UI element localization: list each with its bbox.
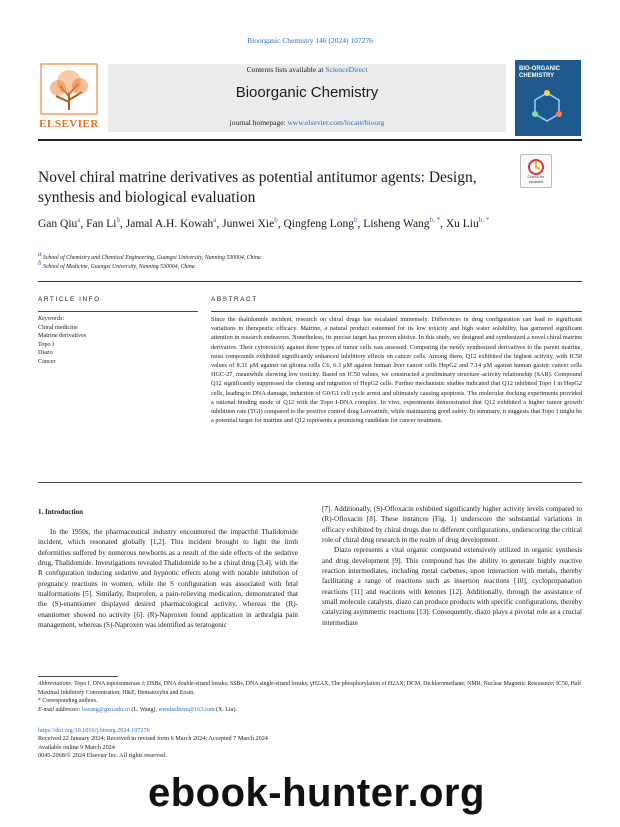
- section-rule: [38, 281, 582, 282]
- journal-masthead: [108, 64, 506, 132]
- contents-prefix: Contents lists available at: [246, 65, 326, 74]
- article-info-heading: ARTICLE INFO: [38, 296, 101, 303]
- doi-link[interactable]: https://doi.org/10.1016/j.bioorg.2024.107276: [38, 727, 150, 734]
- keyword: Chiral medicine: [38, 323, 78, 331]
- footnotes: [38, 680, 582, 714]
- publisher-logo-text: ELSEVIER: [39, 118, 99, 130]
- publication-info: [38, 727, 438, 761]
- keywords-label: Keywords:: [38, 315, 65, 322]
- keyword: Topo I: [38, 340, 55, 348]
- keywords-block: [38, 315, 198, 367]
- article-info-rule: [38, 311, 198, 312]
- body-paragraph: Diazo represents a vital organic compound extensively utilized in organic synthesis and drug development [9]. This compound has the ability to generate highly reactive reaction intermediates, including metal carbenes, upon interaction with metals, thereby facilitating a range of reactions such as insertion reactions [10], cyclopropanation reactions [11] and reactions with ketones [12]. Additionally, through the assistance of small molecule catalysts, diazo can produce products with specific configurations, thereby catalyzing asymmetric reactions [13]. Consequently, diazo plays a pivotal role as a crucial intermediate: [322, 546, 582, 627]
- molecule-icon: [515, 60, 581, 136]
- homepage-link[interactable]: www.elsevier.com/locate/bioorg: [287, 118, 385, 127]
- keyword: Diazo: [38, 349, 53, 357]
- sciencedirect-link[interactable]: ScienceDirect: [325, 65, 368, 74]
- keyword: Matrine derivatives: [38, 332, 87, 340]
- journal-cover[interactable]: [515, 60, 581, 136]
- email-link[interactable]: lswang@gxu.edu.cn: [81, 706, 130, 713]
- email-footnote: E-mail addresses: lswang@gxu.edu.cn (L. Wang), wendaoliuxu@163.com (X. Liu).: [38, 706, 237, 713]
- check-for-updates-badge[interactable]: [520, 154, 552, 188]
- cover-title: BIO-ORGANIC CHEMISTRY: [519, 66, 560, 79]
- author[interactable]: Gan Qiu$^a$: [38, 216, 81, 230]
- abstract-rule: [211, 311, 582, 312]
- author-list: Gan Qiu$^a$, Fan Li$^b$, Jamal A.H. Kowah$^a$, Junwei Xie$^b$, Qingfeng Long$^b$, Lisheng Wang$^{b, *}$, Xu Liu$^{b, *}$: [38, 216, 490, 230]
- abstract-bottom-rule: [38, 482, 582, 483]
- watermark: ebook-hunter.org: [148, 771, 485, 815]
- author[interactable]: Fan Li$^b$: [86, 216, 121, 230]
- homepage-prefix: journal homepage:: [229, 118, 288, 127]
- running-head[interactable]: Bioorganic Chemistry 146 (2024) 107276: [247, 36, 373, 45]
- author[interactable]: Xu Liu$^{b, *}$: [445, 216, 490, 230]
- received-dates: Received 22 January 2024; Received in revised form 6 March 2024; Accepted 7 March 2024: [38, 735, 268, 743]
- corresponding-footnote: * Corresponding authors.: [38, 698, 98, 705]
- article-title: Novel chiral matrine derivatives as potential antitumor agents: Design, synthesis and biological evaluation: [38, 169, 477, 206]
- author[interactable]: Qingfeng Long$^b$: [283, 216, 358, 230]
- introduction-heading: 1. Introduction: [38, 508, 83, 516]
- body-paragraph: [7]. Additionally, (S)-Ofloxacin exhibited significantly higher activity levels compared to (R)-Ofloxacin [8]. These instances (Fig. 1) underscore the substantial variations in efficacy exhibited by chiral drugs due to different configurations, underscoring the critical role of chiral drug research in the realm of drug development.: [322, 505, 582, 545]
- author[interactable]: Jamal A.H. Kowah$^a$: [125, 216, 217, 230]
- elsevier-logo: [38, 62, 100, 132]
- body-right-column: [322, 504, 582, 628]
- update-label: Check for updates: [527, 174, 545, 184]
- email-link[interactable]: wendaoliuxu@163.com: [158, 706, 215, 713]
- body-left-column: In the 1950s, the pharmaceutical industry encountered the impactful Thalidomide incident, which resonated globally [1,2]. This incident brought to light the limb deformities suffered by numerous newborns as a result of the side effects of the sedative drug, Thalidomide. Investigations revealed Thalidomide to be a chiral drug [3,4], with the R configuration inducing sedative and hypnotic effects along with notable inhibition of pregnancy reactions in women, while the S configuration was associated with fetal malformations [5]. Similarly, Ibuprofen, a pain-relieving medication, demonstrated that the (S)-enantiomer displayed desired pharmacological activity, whereas the (R)-enantiomer showed no activity [6]. (R)-Naproxen found application in arthralgia pain management, whereas (S)-Naproxen was identified as teratogenic: [38, 528, 298, 630]
- journal-name: Bioorganic Chemistry: [235, 84, 379, 101]
- online-date: Available online 9 March 2024: [38, 743, 115, 751]
- affiliations: [38, 250, 488, 271]
- abstract-heading: ABSTRACT: [211, 296, 258, 303]
- abstract-text: Since the thalidomide incident, research on chiral drugs has escalated immensely. Differences in drug configuration can lead to significant variations in therapeutic efficacy. Matrine, a natural product esteemed for its low toxicity and high water solubility, has garnered significant attention in research endeavors. Nonetheless, its precise target has proven elusive. In this study, we designed and synthesized a novel chiral matrine derivative. Their cytotoxicity against three types of tumor cells was assessed. Comparing the newly synthesized derivatives to the parent matrine, most compounds exhibited significantly enhanced inhibitory effects on cancer cells. Among them, Q12 exhibited the highest activity, with IC50 values of 8.31 μM against rat glioma cells C6, 6.3 μM against human liver cancer cells HepG2 and 7.14 μM against human gastric cancer cells HGC-27, meanwhile showing low toxicity. Based on IC50 values, we constructed a preliminary structure–activity relationship (SAR). Compound Q12 significantly suppressed the cloning and migration of HepG2 cells. Further mechanistic studies indicated that Q12 inhibited Topo I in HepG2 cells, leading to DNA damage, induction of G0/G1 cell cycle arrest and ultimately causing apoptosis. The molecular docking experiments provided a rational binding mode of Q12 with the Topo I-DNA complex. In vivo, experiments demonstrated that Q12 exhibited a higher tumor growth inhibition rate (TGI) compared to the positive control drug Lenvatinib, while maintaining good safety. In summary, it suggests that Topo I might be a potential target for matrine and Q12 represents a promising candidate for cancer treatment.: [211, 316, 582, 425]
- affiliation: $^b$ School of Medicine, Guangxi University, Nanning 530004, China: [38, 258, 195, 270]
- contents-line: [108, 65, 506, 74]
- copyright: 0045-2068/© 2024 Elsevier Inc. All rights reserved.: [38, 752, 167, 760]
- header-rule: [38, 139, 582, 141]
- homepage-line: [108, 118, 506, 127]
- author[interactable]: Junwei Xie$^b$: [222, 216, 278, 230]
- keyword: Cancer: [38, 357, 56, 365]
- author[interactable]: Lisheng Wang$^{b, *}$: [363, 216, 441, 230]
- affiliation: $^a$ School of Chemistry and Chemical Engineering, Guangxi University, Nanning 530004, China: [38, 250, 261, 261]
- footnote-rule: [38, 676, 118, 677]
- abbreviations-footnote: Abbreviations: Topo I, DNA topoisomerase I; DSBs, DNA double-strand breaks; SSBs, DNA single-strand breaks; γH2AX, The phosphorylation of H2AX; DCM, Dichloromethane; NMR, Nuclear Magnetic Resonance; IC50, Half Maximal Inhibitory Concentration; H&E, Hematoxylin and Eosin.: [38, 681, 582, 696]
